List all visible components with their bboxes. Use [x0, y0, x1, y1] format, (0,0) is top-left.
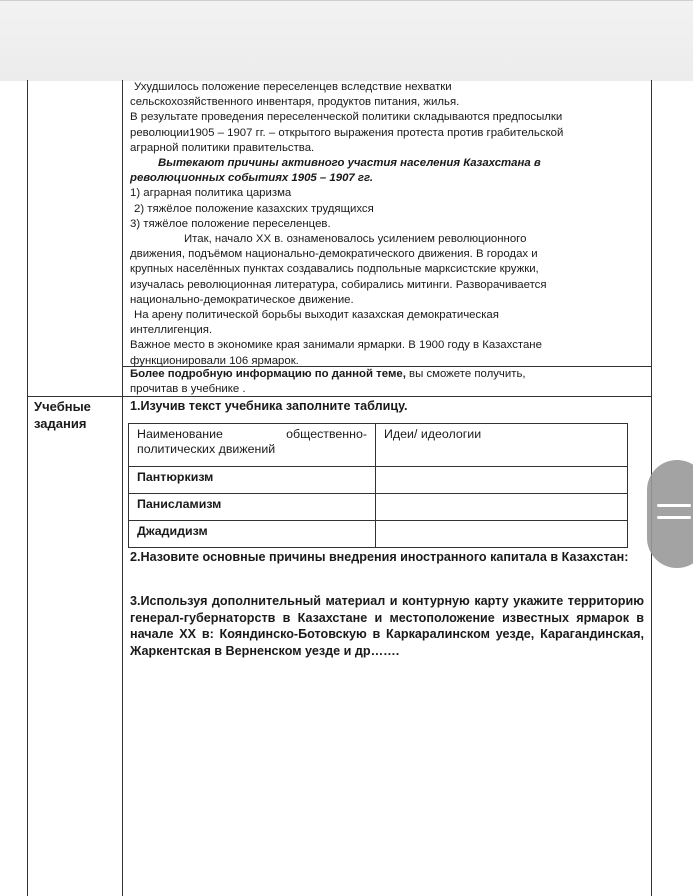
row-label: Панисламизм — [129, 494, 376, 521]
table-row — [129, 467, 628, 494]
text-line: Важное место в экономике края занимали ярмарки. В 1900 году в Казахстане — [130, 339, 542, 352]
task1-title: 1.Изучив текст учебника заполните таблицу. — [130, 399, 408, 413]
tasks-label — [34, 398, 114, 432]
row-label: Джадидизм — [129, 521, 376, 548]
text-line: национально-демократическое движение. — [130, 293, 354, 306]
text-line: крупных населённых пунктах создавались подпольные марксистские кружки, — [130, 263, 539, 276]
header-ideas: Идеи/ идеологии — [376, 424, 628, 467]
task3-text: 3.Используя дополнительный материал и контурную карту укажите территорию генерал-губернаторств в Казахстане и местоположение известных ярмарок в начале ХХ в: Кояндинско-Ботовскую в Каркаралинском уезде, Карагандинская, Жаркентская в Верненском уезде и др……. — [130, 594, 644, 658]
more-info-line2: прочитав в учебнике . — [130, 382, 246, 395]
table-row — [129, 521, 628, 548]
lesson-text — [130, 80, 638, 369]
task2-text: 2.Назовите основные причины внедрения иностранного капитала в Казахстан: — [130, 550, 629, 564]
list-item: 2) тяжёлое положение казахских трудящихся — [134, 202, 374, 215]
table-left-border — [27, 80, 28, 896]
tasks-label-line2: задания — [34, 416, 87, 431]
text-line: изучалась революционная литература, собирались митинги. Разворачивается — [130, 278, 547, 291]
header-name-part-a: Наименование — [137, 427, 223, 441]
more-info-rest: вы сможете получить, — [405, 368, 526, 380]
text-line: движения, подъёмом национально-демократического движения. В городах и — [130, 248, 538, 261]
answer-cell[interactable] — [376, 494, 628, 521]
table-header-row — [129, 424, 628, 467]
top-app-bar — [0, 0, 693, 81]
ideology-table — [128, 423, 628, 548]
side-panel-handle[interactable] — [647, 460, 693, 568]
header-movement-name — [129, 424, 376, 467]
row-label: Пантюркизм — [129, 467, 376, 494]
list-item: 3) тяжёлое положение переселенцев. — [130, 217, 331, 230]
tasks-row-top-border — [27, 396, 652, 397]
text-line: Итак, начало ХХ в. ознаменовалось усилением революционного — [184, 233, 527, 246]
table-column-divider — [122, 80, 123, 896]
header-name-part-b: общественно- — [286, 427, 367, 441]
list-item: 1) аграрная политика царизма — [130, 187, 292, 200]
handle-grip-icon — [657, 504, 691, 507]
header-name-part-c: политических движений — [137, 442, 276, 456]
text-line: сельскохозяйственного инвентаря, продуктов питания, жилья. — [130, 96, 460, 109]
tasks-label-line1: Учебные — [34, 399, 91, 414]
table-row — [129, 494, 628, 521]
text-line: интеллигенция. — [130, 324, 213, 337]
more-info-bold: Более подробную информацию по данной теме, — [130, 368, 406, 380]
text-line-emphasis: революционных событиях 1905 – 1907 гг. — [130, 172, 374, 185]
answer-cell[interactable] — [376, 467, 628, 494]
handle-grip-icon — [657, 516, 691, 519]
more-info-note — [130, 367, 638, 396]
text-line: В результате проведения переселенческой политики складываются предпосылки — [130, 111, 563, 124]
text-line-emphasis: Вытекают причины активного участия населения Казахстана в — [158, 157, 541, 170]
answer-cell[interactable] — [376, 521, 628, 548]
text-line: революции1905 – 1907 гг. – открытого выражения протеста против грабительской — [130, 126, 564, 139]
text-line: функционировали 106 ярмарок. — [130, 354, 299, 367]
text-line: аграрной политики правительства. — [130, 141, 315, 154]
text-line: Ухудшилось положение переселенцев вследствие нехватки — [134, 81, 452, 93]
text-line: На арену политической борьбы выходит казахская демократическая — [134, 309, 499, 322]
